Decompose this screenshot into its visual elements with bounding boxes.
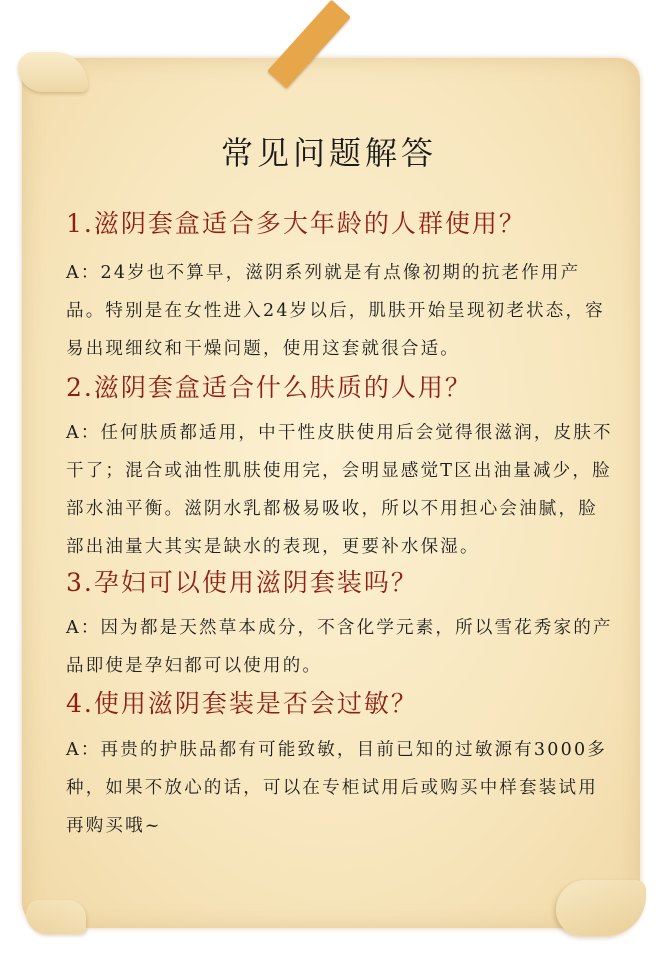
faq-question-1: 1.滋阴套盒适合多大年龄的人群使用？ (66, 209, 526, 238)
faq-question-2: 2.滋阴套盒适合什么肤质的人用？ (66, 373, 472, 402)
faq-answer-3: A：因为都是天然草本成分，不含化学元素，所以雪花秀家的产品即使是孕妇都可以使用的。 (66, 618, 613, 676)
faq-answer-4: A：再贵的护肤品都有可能致敏，目前已知的过敏源有3000多种，如果不放心的话，可以在专柜试用后或购买中样套装试用再购买哦~ (66, 740, 607, 836)
faq-question-3: 3.孕妇可以使用滋阴套装吗？ (66, 568, 418, 597)
faq-question-4: 4.使用滋阴套装是否会过敏？ (66, 689, 418, 718)
scroll-curl-bottom-left (26, 900, 86, 934)
page-title: 常见问题解答 (220, 134, 437, 172)
faq-answer-1: A：24岁也不算早，滋阴系列就是有点像初期的抗老作用产品。特别是在女性进入24岁以后，肌肤开始呈现初老状态，容易出现细纹和干燥问题，使用这套就很合适。 (66, 263, 605, 359)
scroll-curl-bottom-right (556, 880, 646, 936)
faq-answer-2: A：任何肤质都适用，中干性皮肤使用后会觉得很滋润，皮肤不干了；混合或油性肌肤使用完，会明显感觉T区出油量减少，脸部水油平衡。滋阴水乳都极易吸收，所以不用担心会油腻，脸部出油量大其实是缺水的表现，更要补水保湿。 (66, 423, 613, 557)
